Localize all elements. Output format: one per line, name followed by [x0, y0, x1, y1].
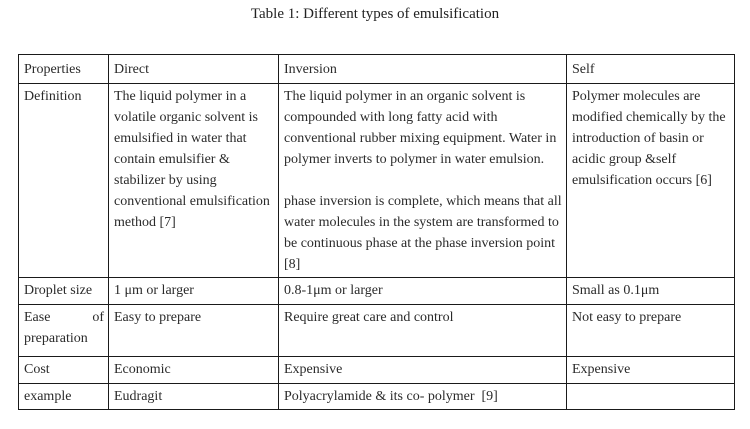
definition-inversion-para2: phase inversion is complete, which means that all water molecules in the system are transformed to be continuous phase at the phase inversion point [8] [284, 194, 562, 272]
header-direct: Direct [109, 55, 279, 84]
definition-inversion [279, 84, 567, 278]
header-properties: Properties [19, 55, 109, 84]
definition-row [19, 84, 735, 278]
definition-direct: The liquid polymer in a volatile organic solvent is emulsified in water that contain emulsifier & stabilizer by using conventional emulsification method [7] [109, 84, 279, 278]
table-caption [0, 6, 750, 23]
definition-inversion-para1: The liquid polymer in an organic solvent is compounded with long fatty acid with conventional rubber mixing equipment. Water in polymer inverts to polymer in water emulsion. [284, 89, 557, 167]
header-row [19, 55, 735, 84]
emulsification-table [18, 54, 735, 410]
ease-direct: Easy to prepare [109, 305, 279, 357]
droplet-size-self: Small as 0.1μm [567, 278, 735, 305]
header-inversion: Inversion [279, 55, 567, 84]
cost-direct: Economic [109, 357, 279, 384]
example-inversion: Polyacrylamide & its co- polymer [9] [279, 384, 567, 410]
example-direct: Eudragit [109, 384, 279, 410]
droplet-size-row [19, 278, 735, 305]
definition-self: Polymer molecules are modified chemically by the introduction of basin or acidic group &self emulsification occurs [6] [567, 84, 735, 278]
droplet-size-inversion: 0.8-1μm or larger [279, 278, 567, 305]
ease-label [19, 305, 109, 357]
ease-label-line1: Ease of [24, 310, 104, 325]
cost-self: Expensive [567, 357, 735, 384]
droplet-size-direct: 1 μm or larger [109, 278, 279, 305]
caption-text: Different types of emulsification [299, 6, 500, 22]
ease-label-line2: preparation [24, 331, 88, 346]
cost-inversion: Expensive [279, 357, 567, 384]
example-row [19, 384, 735, 410]
example-self [567, 384, 735, 410]
droplet-size-label: Droplet size [19, 278, 109, 305]
caption-label: Table 1: [250, 6, 300, 22]
ease-self: Not easy to prepare [567, 305, 735, 357]
ease-row [19, 305, 735, 357]
example-label: example [19, 384, 109, 410]
cost-label: Cost [19, 357, 109, 384]
header-self: Self [567, 55, 735, 84]
cost-row [19, 357, 735, 384]
definition-label: Definition [19, 84, 109, 278]
ease-inversion: Require great care and control [279, 305, 567, 357]
